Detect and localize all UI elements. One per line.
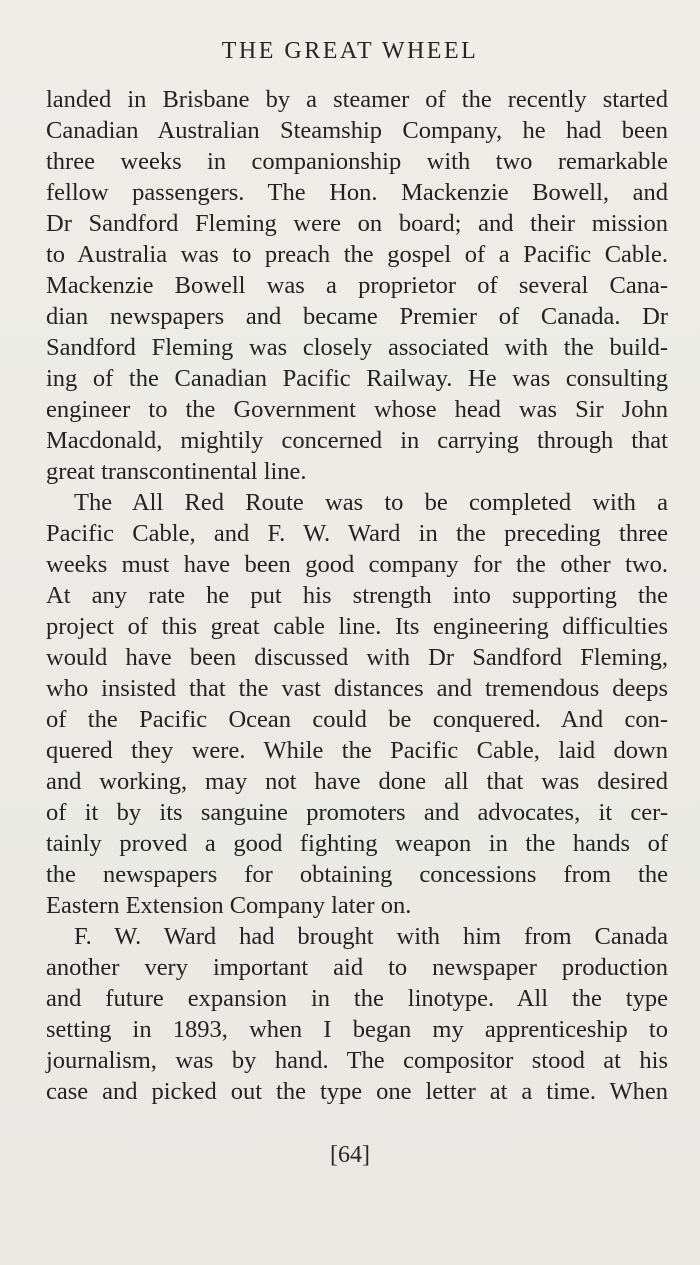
text-line: project of this great cable line. Its engineering difficulties	[46, 613, 668, 640]
text-line: and working, may not have done all that was desired	[46, 768, 668, 795]
text-line: would have been discussed with Dr Sandford Fleming,	[46, 644, 668, 671]
text-line: weeks must have been good company for the other two.	[46, 551, 668, 578]
paragraph-start-line: F. W. Ward had brought with him from Canada	[74, 923, 668, 950]
text-line: tainly proved a good fighting weapon in the hands of	[46, 830, 668, 857]
text-line: of it by its sanguine promoters and advocates, it cer-	[46, 799, 668, 826]
text-line: landed in Brisbane by a steamer of the recently started	[46, 86, 668, 113]
text-line: another very important aid to newspaper production	[46, 954, 668, 981]
text-line: fellow passengers. The Hon. Mackenzie Bowell, and	[46, 179, 668, 206]
text-line: Dr Sandford Fleming were on board; and their mission	[46, 210, 668, 237]
text-line: dian newspapers and became Premier of Canada. Dr	[46, 303, 668, 330]
text-line: who insisted that the vast distances and tremendous deeps	[46, 675, 668, 702]
text-line: and future expansion in the linotype. All the type	[46, 985, 668, 1012]
text-line: Canadian Australian Steamship Company, he had been	[46, 117, 668, 144]
text-line: Mackenzie Bowell was a proprietor of several Cana-	[46, 272, 668, 299]
text-line: setting in 1893, when I began my apprenticeship to	[46, 1016, 668, 1043]
body-text	[46, 84, 668, 1107]
text-line: of the Pacific Ocean could be conquered. And con-	[46, 706, 668, 733]
text-line: Sandford Fleming was closely associated with the build-	[46, 334, 668, 361]
text-line: quered they were. While the Pacific Cable, laid down	[46, 737, 668, 764]
running-head: THE GREAT WHEEL	[221, 38, 479, 64]
text-line: to Australia was to preach the gospel of a Pacific Cable.	[46, 241, 668, 268]
paragraph-end-line: Eastern Extension Company later on.	[46, 892, 412, 919]
text-line: ing of the Canadian Pacific Railway. He was consulting	[46, 365, 668, 392]
text-line: case and picked out the type one letter at a time. When	[46, 1078, 668, 1105]
text-line: Macdonald, mightily concerned in carrying through that	[46, 427, 668, 454]
text-line: journalism, was by hand. The compositor stood at his	[46, 1047, 668, 1074]
text-line: the newspapers for obtaining concessions from the	[46, 861, 668, 888]
paragraph-start-line: The All Red Route was to be completed with a	[74, 489, 668, 516]
text-line: Pacific Cable, and F. W. Ward in the preceding three	[46, 520, 668, 547]
page-number: [64]	[330, 1142, 370, 1168]
paragraph-end-line: great transcontinental line.	[46, 458, 307, 485]
text-line: engineer to the Government whose head was Sir John	[46, 396, 668, 423]
text-line: three weeks in companionship with two remarkable	[46, 148, 668, 175]
text-line: At any rate he put his strength into supporting the	[46, 582, 668, 609]
